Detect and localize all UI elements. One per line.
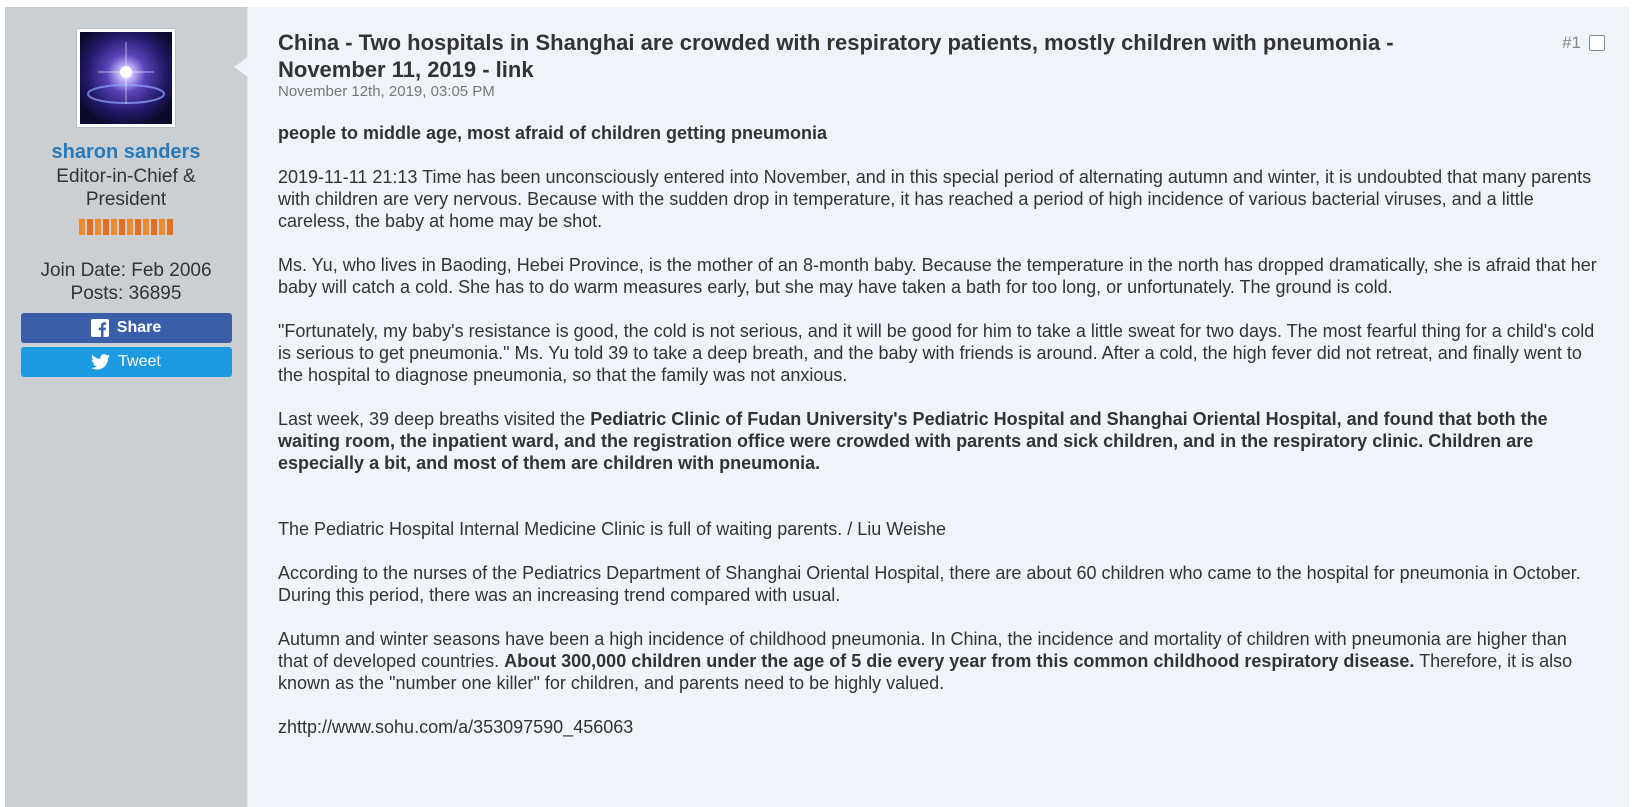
paragraph bbox=[278, 628, 1599, 694]
paragraph bbox=[278, 408, 1599, 474]
avatar-image bbox=[80, 32, 172, 124]
post-select-checkbox[interactable] bbox=[1589, 35, 1605, 51]
reputation-pip bbox=[127, 219, 133, 235]
image-placeholder-gap bbox=[278, 496, 1599, 518]
paragraph-text: Last week, 39 deep breaths visited the bbox=[278, 409, 591, 429]
forum-post bbox=[5, 7, 1629, 807]
paragraph-text: Therefore, it is also known as the "number one killer" for children, and parents need to be highly valued. bbox=[278, 651, 1573, 693]
post-pointer-arrow bbox=[234, 57, 248, 77]
user-title: Editor-in-Chief & President bbox=[56, 166, 196, 210]
reputation-pip bbox=[143, 219, 149, 235]
paragraph: 2019-11-11 21:13 Time has been unconsciously entered into November, and in this special period of alternating autumn and winter, it is undoubted that many parents with children are very nervous. Because with the sudden drop in temperature, it has reached a period of high incidence of various bacterial viruses, and a little careless, the baby at home may be shot. bbox=[278, 167, 1592, 231]
reputation-pip bbox=[167, 219, 173, 235]
paragraph-emphasis: About 300,000 children under the age of 5 die every year from this common childhood respiratory disease. bbox=[504, 651, 1415, 671]
reputation-pip bbox=[135, 219, 141, 235]
paragraph: "Fortunately, my baby's resistance is good, the cold is not serious, and it will be good for him to take a little sweat for two days. The most fearful thing for a child's cold is serious to get pneumonia." Ms. Yu told 39 to take a deep breath, and the baby with friends is around. After a cold, the high fever did not retreat, and finally went to the hospital to diagnose pneumonia, so that the family was not anxious. bbox=[278, 321, 1595, 385]
twitter-tweet-button[interactable] bbox=[21, 347, 232, 377]
reputation-pip bbox=[103, 219, 109, 235]
reputation-bar bbox=[5, 219, 247, 235]
twitter-tweet-label: Tweet bbox=[118, 353, 161, 370]
join-date: Join Date: Feb 2006 bbox=[40, 260, 212, 281]
paragraph: According to the nurses of the Pediatrics Department of Shanghai Oriental Hospital, there are about 60 children who came to the hospital for pneumonia in October. During this period, there was an increasing trend compared with usual. bbox=[278, 563, 1581, 605]
avatar[interactable] bbox=[77, 29, 175, 127]
facebook-icon bbox=[91, 319, 109, 337]
facebook-share-button[interactable] bbox=[21, 313, 232, 343]
post-body bbox=[278, 122, 1599, 738]
paragraph-emphasis: Pediatric Clinic of Fudan University's Pediatric Hospital and Shanghai Oriental Hospital, and found that both the waiting room, the inpatient ward, and the registration office were crowded with parents and sick children, and in the respiratory clinic. Children are especially a bit, and most of them are children with pneumonia. bbox=[278, 409, 1548, 473]
paragraph: Ms. Yu, who lives in Baoding, Hebei Province, is the mother of an 8-month baby. Because the temperature in the north has dropped dramatically, she is afraid that her baby will catch a cold. She has to do warm measures early, but she may have taken a bath for too long, or unfortunately. The ground is cold. bbox=[278, 255, 1597, 297]
post-title: China - Two hospitals in Shanghai are crowded with respiratory patients, mostly children with pneumonia - November 11, 2019 - link bbox=[278, 30, 1394, 82]
reputation-pip bbox=[111, 219, 117, 235]
facebook-share-label: Share bbox=[116, 319, 162, 336]
source-link[interactable]: zhttp://www.sohu.com/a/353097590_456063 bbox=[278, 717, 634, 737]
reputation-pip bbox=[95, 219, 101, 235]
post-date: November 12th, 2019, 03:05 PM bbox=[278, 83, 495, 100]
reputation-pip bbox=[79, 219, 85, 235]
post-headline: people to middle age, most afraid of children getting pneumonia bbox=[278, 123, 828, 143]
post-number-link[interactable]: #1 bbox=[1562, 33, 1581, 52]
reputation-pip bbox=[119, 219, 125, 235]
reputation-pip bbox=[159, 219, 165, 235]
image-caption: The Pediatric Hospital Internal Medicine Clinic is full of waiting parents. / Liu Weishe bbox=[278, 519, 946, 539]
user-info-panel bbox=[5, 7, 247, 807]
paragraph-text: Autumn and winter seasons have been a high incidence of childhood pneumonia. In China, the incidence and mortality of children with pneumonia are higher than that of developed countries. bbox=[278, 629, 1567, 671]
reputation-pip bbox=[87, 219, 93, 235]
twitter-icon bbox=[91, 354, 110, 370]
post-count: Posts: 36895 bbox=[70, 283, 182, 304]
username[interactable]: sharon sanders bbox=[51, 141, 201, 163]
reputation-pip bbox=[151, 219, 157, 235]
user-stats bbox=[5, 259, 247, 305]
post-content bbox=[247, 7, 1629, 807]
